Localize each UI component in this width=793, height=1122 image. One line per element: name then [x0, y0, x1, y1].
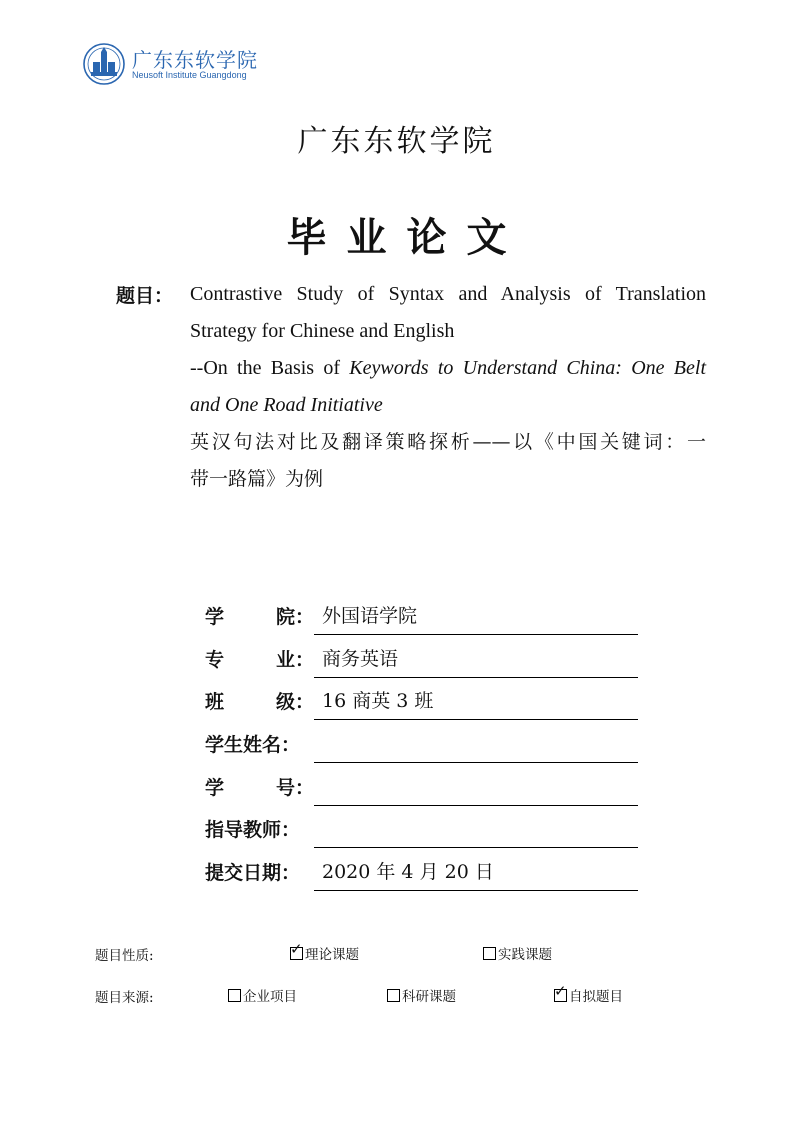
practice-option-label: 实践课题	[498, 947, 552, 963]
title-chinese-line-2: 带一路篇》为例	[190, 468, 324, 490]
advisor-field[interactable]	[314, 811, 638, 848]
topic-source-research-option[interactable]	[387, 986, 456, 1004]
campus-emblem-icon	[82, 42, 126, 86]
advisor-label: 指导教师：	[205, 819, 301, 841]
major-field[interactable]	[314, 641, 638, 678]
topic-nature-practice-option[interactable]	[483, 944, 552, 962]
info-row-student-name	[205, 721, 638, 763]
topic-source-label: 题目来源:	[95, 990, 154, 1006]
student-id-field[interactable]	[314, 769, 638, 806]
research-option-label: 科研课题	[402, 989, 456, 1005]
self-proposed-option-label: 自拟题目	[569, 989, 623, 1005]
college-field[interactable]	[314, 598, 638, 635]
subtitle-prefix: --On the Basis of	[190, 357, 350, 379]
subtitle-book-title-cont: and One Road Initiative	[190, 394, 383, 416]
topic-nature-label: 题目性质:	[95, 948, 154, 964]
practice-checkbox[interactable]	[483, 947, 496, 960]
student-name-label: 学生姓名：	[205, 734, 301, 756]
major-value: 商务英语	[322, 648, 399, 670]
title-english-line-1: Contrastive Study of Syntax and Analysis of Translation	[190, 283, 706, 305]
topic-nature-theory-option[interactable]	[290, 939, 359, 963]
school-name-heading: 广东东软学院	[297, 124, 496, 159]
enterprise-option-label: 企业项目	[243, 989, 297, 1005]
info-row-class	[205, 678, 638, 720]
thesis-title	[190, 276, 706, 498]
college-label: 学 院：	[205, 606, 314, 628]
research-checkbox[interactable]	[387, 989, 400, 1002]
info-row-submit-date	[205, 849, 638, 891]
class-value: 16 商英 3 班	[322, 690, 434, 712]
topic-source-self-proposed-option[interactable]	[554, 981, 623, 1005]
logo-english-name: Neusoft Institute Guangdong	[132, 70, 247, 80]
title-label: 题目：	[116, 285, 174, 307]
student-name-field[interactable]	[314, 726, 638, 763]
logo-chinese-name: 广东东软学院	[132, 48, 258, 72]
info-row-major	[205, 636, 638, 678]
subtitle-book-title: Keywords to Understand China: One Belt	[349, 357, 707, 379]
student-id-label: 学 号：	[205, 777, 314, 799]
subtitle-line-1	[190, 350, 706, 387]
self-proposed-checkbox[interactable]	[554, 981, 567, 1002]
submit-date-field[interactable]	[314, 854, 638, 891]
info-row-student-id	[205, 764, 638, 806]
enterprise-checkbox[interactable]	[228, 989, 241, 1002]
theory-option-label: 理论课题	[305, 947, 359, 963]
check-mark-icon: ✓	[554, 981, 567, 1000]
submit-date-label: 提交日期：	[205, 862, 301, 884]
document-type-heading: 毕业论文	[286, 214, 527, 261]
theory-checkbox[interactable]	[290, 939, 303, 960]
class-field[interactable]	[314, 683, 638, 720]
class-label: 班 级：	[205, 691, 314, 713]
submit-date-value: 2020 年 4 月 20 日	[322, 861, 494, 883]
topic-source-enterprise-option[interactable]	[228, 986, 297, 1004]
major-label: 专 业：	[205, 649, 314, 671]
check-mark-icon: ✓	[290, 939, 303, 958]
title-english-line-2: Strategy for Chinese and English	[190, 320, 455, 342]
subtitle-line-2	[190, 387, 706, 424]
title-chinese-line-1: 英汉句法对比及翻译策略探析——以《中国关键词：一	[190, 431, 706, 453]
info-row-college	[205, 593, 638, 635]
info-row-advisor	[205, 806, 638, 848]
institution-logo	[82, 42, 262, 86]
college-value: 外国语学院	[322, 605, 418, 627]
